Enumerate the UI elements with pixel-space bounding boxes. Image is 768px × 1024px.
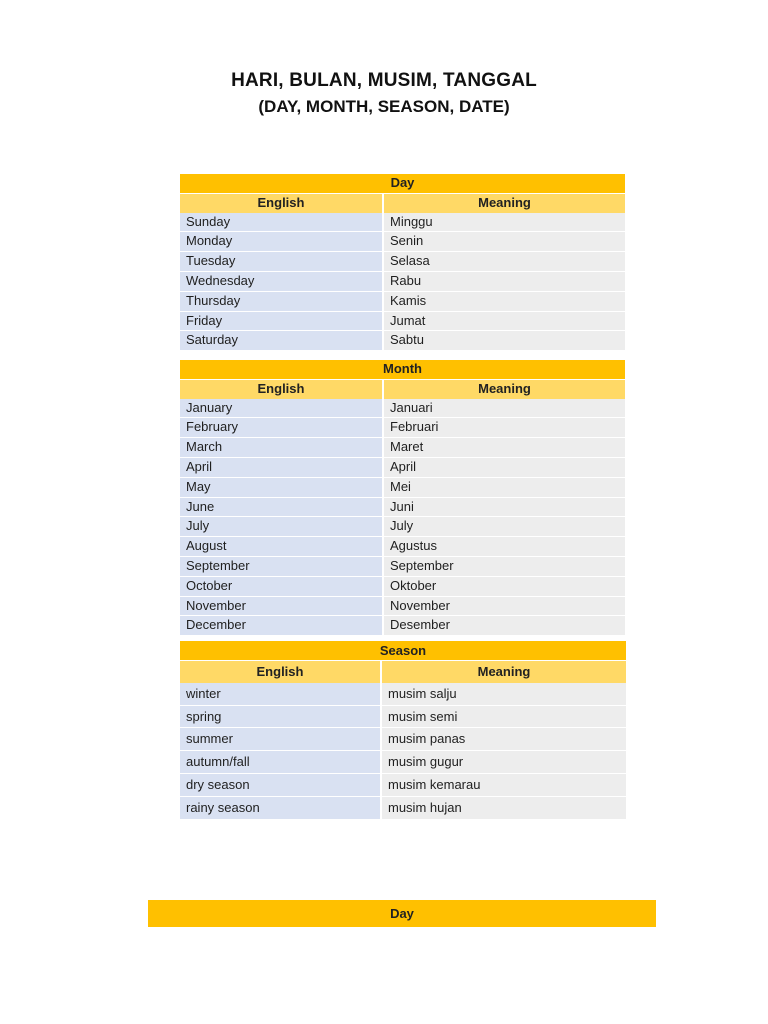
meaning-word-cell: April <box>384 458 625 478</box>
table-row <box>180 438 625 458</box>
english-word-cell: January <box>180 399 384 419</box>
table-row <box>180 272 625 292</box>
english-word-cell: April <box>180 458 384 478</box>
english-word-cell: November <box>180 597 384 617</box>
english-word-cell: February <box>180 418 384 438</box>
english-word-cell: December <box>180 616 384 636</box>
day-meaning-header: Meaning <box>384 193 625 213</box>
table-row <box>180 252 625 272</box>
page-subtitle: (DAY, MONTH, SEASON, DATE) <box>258 97 510 116</box>
meaning-word-cell: July <box>384 517 625 537</box>
table-row <box>180 597 625 617</box>
english-word-cell: summer <box>180 728 382 751</box>
table-row <box>180 458 625 478</box>
meaning-word-cell: Maret <box>384 438 625 458</box>
month-table <box>180 360 625 636</box>
meaning-word-cell: musim semi <box>382 706 626 729</box>
english-word-cell: July <box>180 517 384 537</box>
day-english-header: English <box>180 193 384 213</box>
table-row <box>180 517 625 537</box>
meaning-word-cell: Minggu <box>384 213 625 233</box>
english-word-cell: rainy season <box>180 797 382 820</box>
table-row <box>180 232 625 252</box>
table-row <box>180 751 626 774</box>
meaning-word-cell: musim hujan <box>382 797 626 820</box>
table-row <box>180 774 626 797</box>
english-word-cell: May <box>180 478 384 498</box>
table-row <box>180 292 625 312</box>
table-row <box>180 418 625 438</box>
english-word-cell: Sunday <box>180 213 384 233</box>
season-english-header: English <box>180 660 382 683</box>
season-meaning-header: Meaning <box>382 660 626 683</box>
english-word-cell: autumn/fall <box>180 751 382 774</box>
table-row <box>180 728 626 751</box>
meaning-word-cell: Sabtu <box>384 331 625 351</box>
english-word-cell: dry season <box>180 774 382 797</box>
meaning-word-cell: Rabu <box>384 272 625 292</box>
document-title-block <box>0 70 768 117</box>
month-table-caption: Month <box>180 360 625 379</box>
english-word-cell: August <box>180 537 384 557</box>
season-table <box>180 641 626 820</box>
english-word-cell: spring <box>180 706 382 729</box>
table-row <box>180 478 625 498</box>
english-word-cell: Wednesday <box>180 272 384 292</box>
english-word-cell: October <box>180 577 384 597</box>
meaning-word-cell: November <box>384 597 625 617</box>
month-meaning-header: Meaning <box>384 379 625 399</box>
table-row <box>180 312 625 332</box>
meaning-word-cell: Februari <box>384 418 625 438</box>
meaning-word-cell: Agustus <box>384 537 625 557</box>
meaning-word-cell: September <box>384 557 625 577</box>
english-word-cell: Friday <box>180 312 384 332</box>
table-row <box>180 213 625 233</box>
english-word-cell: September <box>180 557 384 577</box>
meaning-word-cell: musim panas <box>382 728 626 751</box>
meaning-word-cell: Mei <box>384 478 625 498</box>
day-table-caption: Day <box>180 174 625 193</box>
season-table-caption: Season <box>180 641 626 660</box>
table-row <box>180 537 625 557</box>
table-row <box>180 557 625 577</box>
table-row <box>180 498 625 518</box>
english-word-cell: Saturday <box>180 331 384 351</box>
table-row <box>180 797 626 820</box>
meaning-word-cell: Juni <box>384 498 625 518</box>
english-word-cell: Monday <box>180 232 384 252</box>
page-title: HARI, BULAN, MUSIM, TANGGAL <box>231 70 537 91</box>
meaning-word-cell: Oktober <box>384 577 625 597</box>
meaning-word-cell: Desember <box>384 616 625 636</box>
table-row <box>180 399 625 419</box>
english-word-cell: March <box>180 438 384 458</box>
english-word-cell: Tuesday <box>180 252 384 272</box>
table-row <box>180 706 626 729</box>
day-table <box>180 174 625 351</box>
meaning-word-cell: Jumat <box>384 312 625 332</box>
table-row <box>180 577 625 597</box>
table-row <box>180 616 625 636</box>
meaning-word-cell: Selasa <box>384 252 625 272</box>
english-word-cell: June <box>180 498 384 518</box>
meaning-word-cell: Kamis <box>384 292 625 312</box>
meaning-word-cell: musim kemarau <box>382 774 626 797</box>
month-english-header: English <box>180 379 384 399</box>
meaning-word-cell: musim gugur <box>382 751 626 774</box>
meaning-word-cell: Senin <box>384 232 625 252</box>
meaning-word-cell: Januari <box>384 399 625 419</box>
meaning-word-cell: musim salju <box>382 683 626 706</box>
table-row <box>180 683 626 706</box>
next-section-banner: Day <box>148 900 656 927</box>
table-row <box>180 331 625 351</box>
english-word-cell: winter <box>180 683 382 706</box>
english-word-cell: Thursday <box>180 292 384 312</box>
